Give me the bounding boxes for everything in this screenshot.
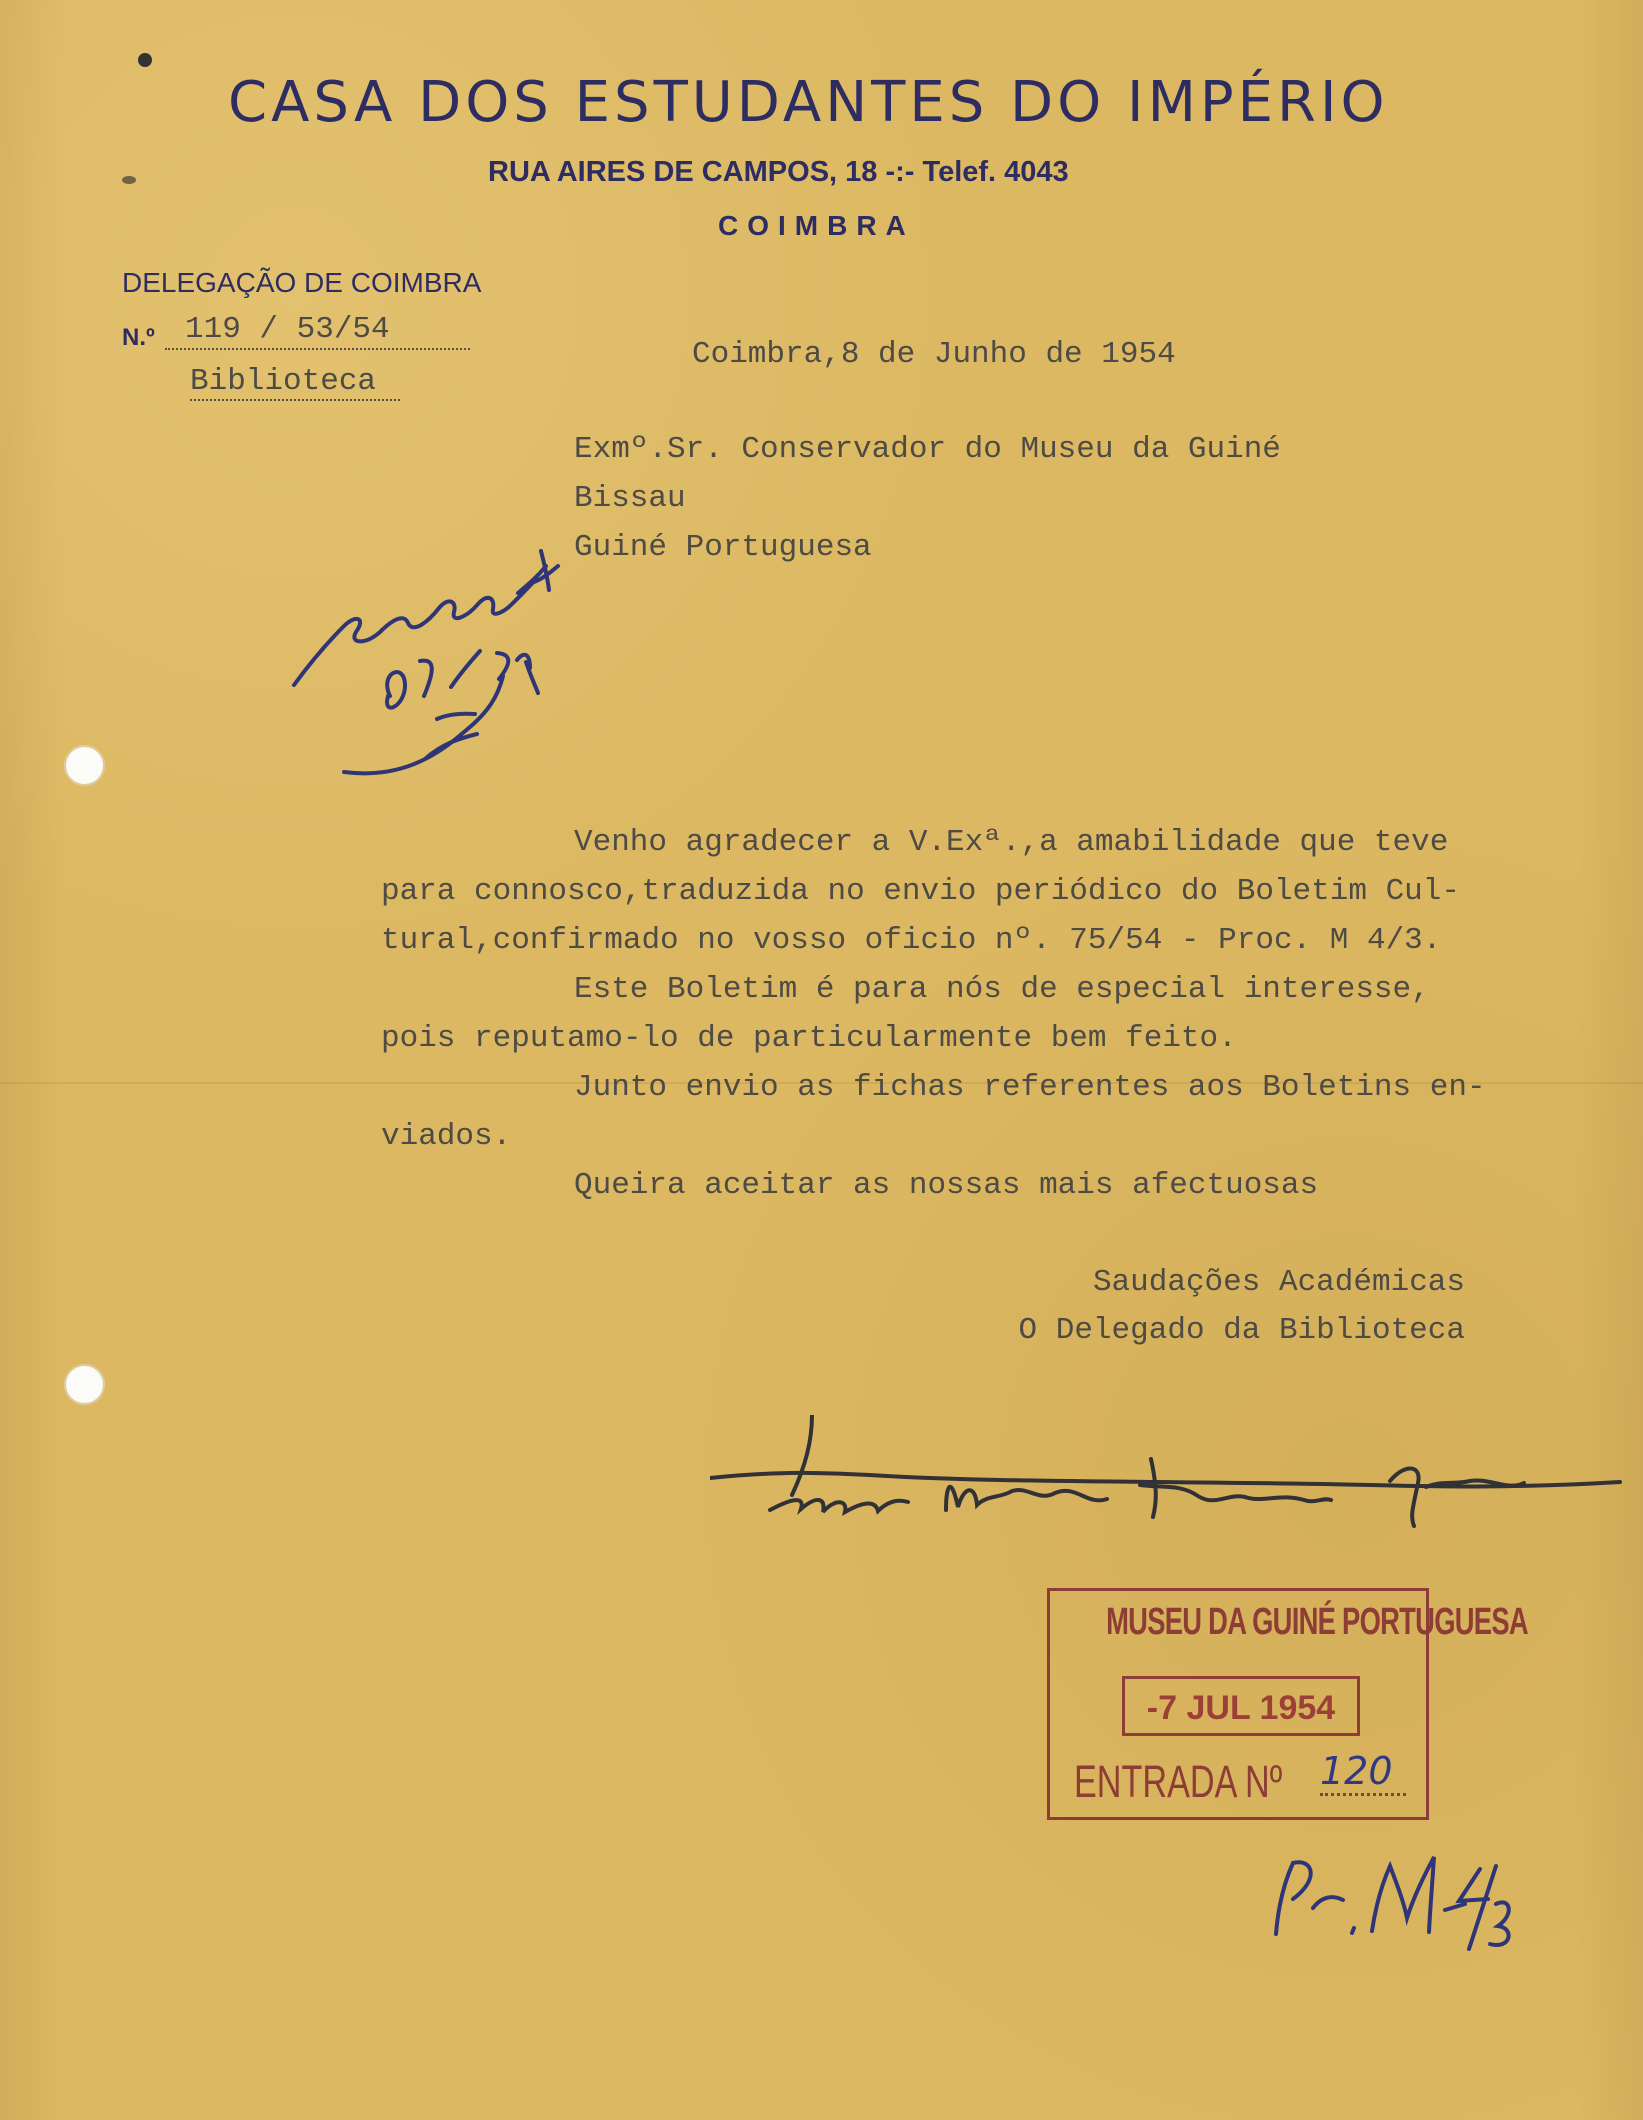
pin-mark [122, 176, 136, 184]
handwritten-archive-note-drawing [286, 548, 586, 793]
letter-body [381, 818, 1541, 1210]
reference-label: N.º [122, 324, 155, 351]
handwritten-archive-note [286, 548, 586, 793]
punch-hole [64, 745, 105, 786]
handwritten-process-reference [1258, 1848, 1518, 1958]
body-line: Junto envio as fichas referentes aos Boletins en- [574, 1070, 1486, 1105]
delegation-name: DELEGAÇÃO DE COIMBRA [122, 267, 482, 298]
recipient-line: Bissau [574, 481, 686, 516]
museum-entry-stamp [1047, 1588, 1528, 1820]
body-line: tural,confirmado no vosso oficio nº. 75/54 - Proc. M 4/3. [381, 923, 1442, 958]
handwritten-process-reference-drawing [1258, 1848, 1518, 1958]
recipient-address [574, 425, 1281, 572]
department-name: Biblioteca [190, 364, 400, 401]
body-line: viados. [381, 1119, 512, 1154]
recipient-line: Guiné Portuguesa [574, 530, 872, 565]
reference-number: 119 / 53/54 [165, 312, 470, 350]
pin-mark [138, 53, 152, 67]
body-line: Venho agradecer a V.Exª.,a amabilidade que teve [574, 825, 1449, 860]
stamp-entry-number: 120 [1320, 1749, 1406, 1796]
closing-line: Saudações Académicas [1092, 1265, 1465, 1300]
closing-line: O Delegado da Biblioteca [1018, 1313, 1465, 1348]
punch-hole [64, 1364, 105, 1405]
letter-closing [945, 1258, 1465, 1354]
letterhead-address: RUA AIRES DE CAMPOS, 18 -:- Telef. 4043 [488, 156, 1069, 188]
body-line: pois reputamo-lo de particularmente bem feito. [381, 1021, 1237, 1056]
signature-drawing [710, 1415, 1630, 1535]
letterhead-city: COIMBRA [718, 210, 915, 241]
recipient-line: Exmº.Sr. Conservador do Museu da Guiné [574, 432, 1281, 467]
letter-date: Coimbra,8 de Junho de 1954 [692, 337, 1176, 372]
letterhead-title: CASA DOS ESTUDANTES DO IMPÉRIO [228, 70, 1389, 135]
signature [710, 1415, 1630, 1535]
stamp-date-box [1122, 1676, 1360, 1736]
stamp-institution: MUSEU DA GUINÉ PORTUGUESA [1106, 1601, 1528, 1643]
body-line: Queira aceitar as nossas mais afectuosas [574, 1168, 1319, 1203]
body-line: Este Boletim é para nós de especial interesse, [574, 972, 1430, 1007]
stamp-entry-label: ENTRADA Nº [1074, 1756, 1283, 1807]
body-line: para connosco,traduzida no envio periódico do Boletim Cul- [381, 874, 1460, 909]
stamp-date: -7 JUL 1954 [1146, 1689, 1336, 1727]
